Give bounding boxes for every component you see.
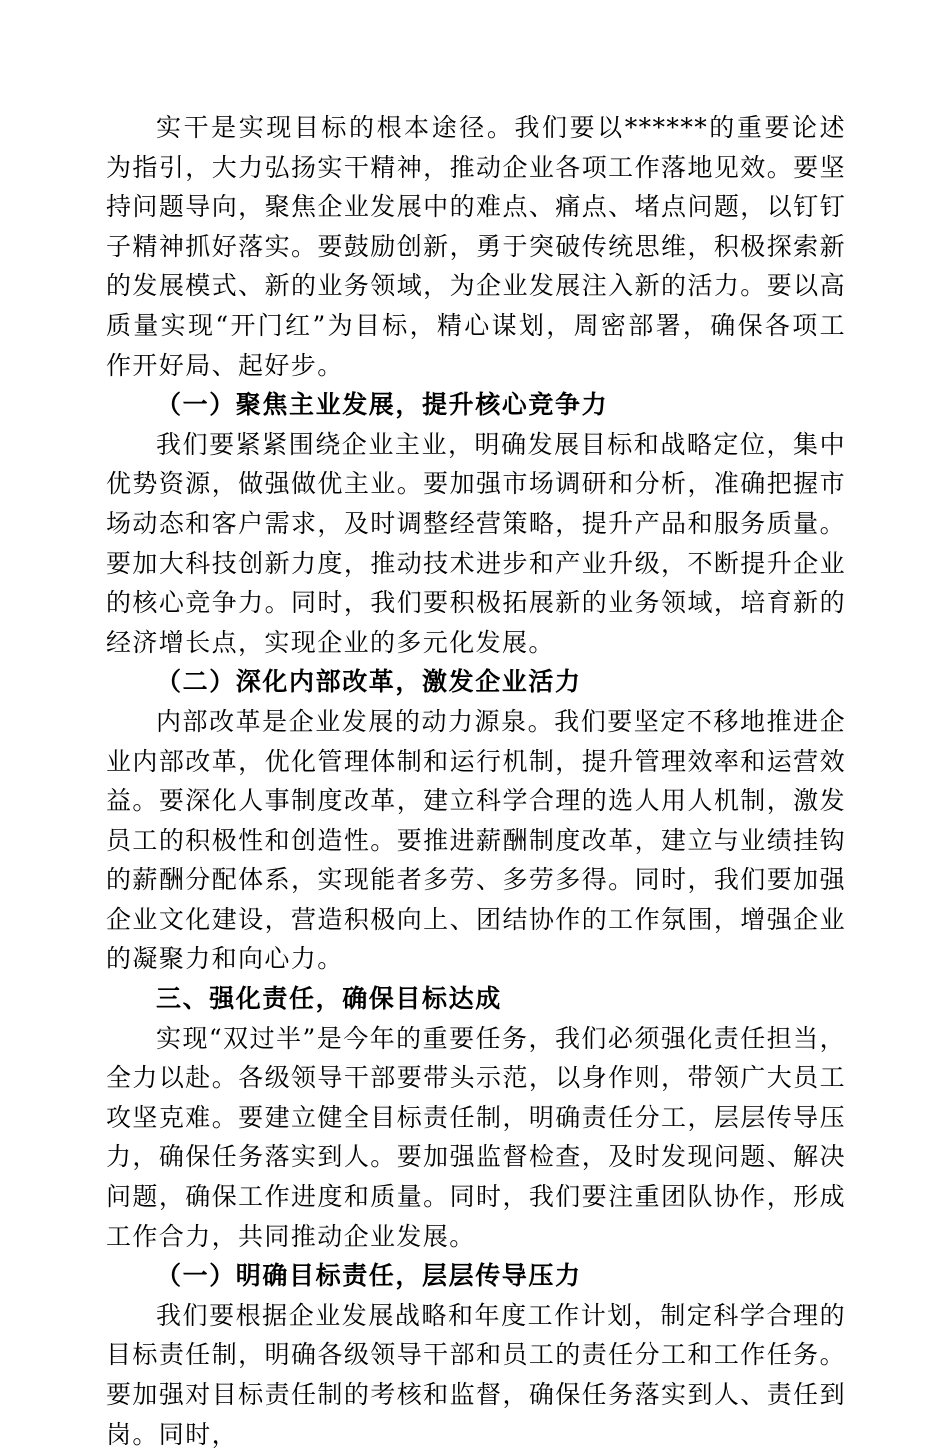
paragraph-practical-work: 实干是实现目标的根本途径。我们要以******的重要论述为指引，大力弘扬实干精神，推动企业各项工作落地见效。要坚持问题导向，聚焦企业发展中的难点、痛点、堵点问题，以钉钉子精神抓好落实。要鼓励创新，勇于突破传统思维，积极探索新的发展模式、新的业务领域，为企业发展注入新的活力。要以高质量实现“开门红”为目标，精心谋划，周密部署，确保各项工作开好局、起好步。 (106, 113, 846, 380)
section-heading-strengthen-responsibility: 三、强化责任，确保目标达成 (156, 984, 502, 1014)
paragraph-strengthen-responsibility: 实现“双过半”是今年的重要任务，我们必须强化责任担当，全力以赴。各级领导干部要带头示范，以身作则，带领广大员工攻坚克难。要建立健全目标责任制，明确责任分工，层层传导压力，确保任务落实到人。要加强监督检查，及时发现问题、解决问题，确保工作进度和质量。同时，我们要注重团队协作，形成工作合力，共同推动企业发展。 (106, 1023, 846, 1251)
section-heading-target-responsibility: （一）明确目标责任，层层传导压力 (156, 1261, 582, 1291)
document-page (106, 108, 846, 1454)
paragraph-internal-reform: 内部改革是企业发展的动力源泉。我们要坚定不移地推进企业内部改革，优化管理体制和运行机制，提升管理效率和运营效益。要深化人事制度改革，建立科学合理的选人用人机制，激发员工的积极性和创造性。要推进薪酬制度改革，建立与业绩挂钩的薪酬分配体系，实现能者多劳、多劳多得。同时，我们要加强企业文化建设，营造积极向上、团结协作的工作氛围，增强企业的凝聚力和向心力。 (106, 706, 846, 974)
paragraph-core-business: 我们要紧紧围绕企业主业，明确发展目标和战略定位，集中优势资源，做强做优主业。要加强市场调研和分析，准确把握市场动态和客户需求，及时调整经营策略，提升产品和服务质量。要加大科技创新力度，推动技术进步和产业升级，不断提升企业的核心竞争力。同时，我们要积极拓展新的业务领域，培育新的经济增长点，实现企业的多元化发展。 (106, 429, 846, 657)
paragraph-target-responsibility: 我们要根据企业发展战略和年度工作计划，制定科学合理的目标责任制，明确各级领导干部和员工的责任分工和工作任务。要加强对目标责任制的考核和监督，确保任务落实到人、责任到岗。同时， (106, 1300, 846, 1449)
section-heading-internal-reform: （二）深化内部改革，激发企业活力 (156, 667, 582, 697)
section-heading-core-business: （一）聚焦主业发展，提升核心竞争力 (156, 390, 609, 420)
